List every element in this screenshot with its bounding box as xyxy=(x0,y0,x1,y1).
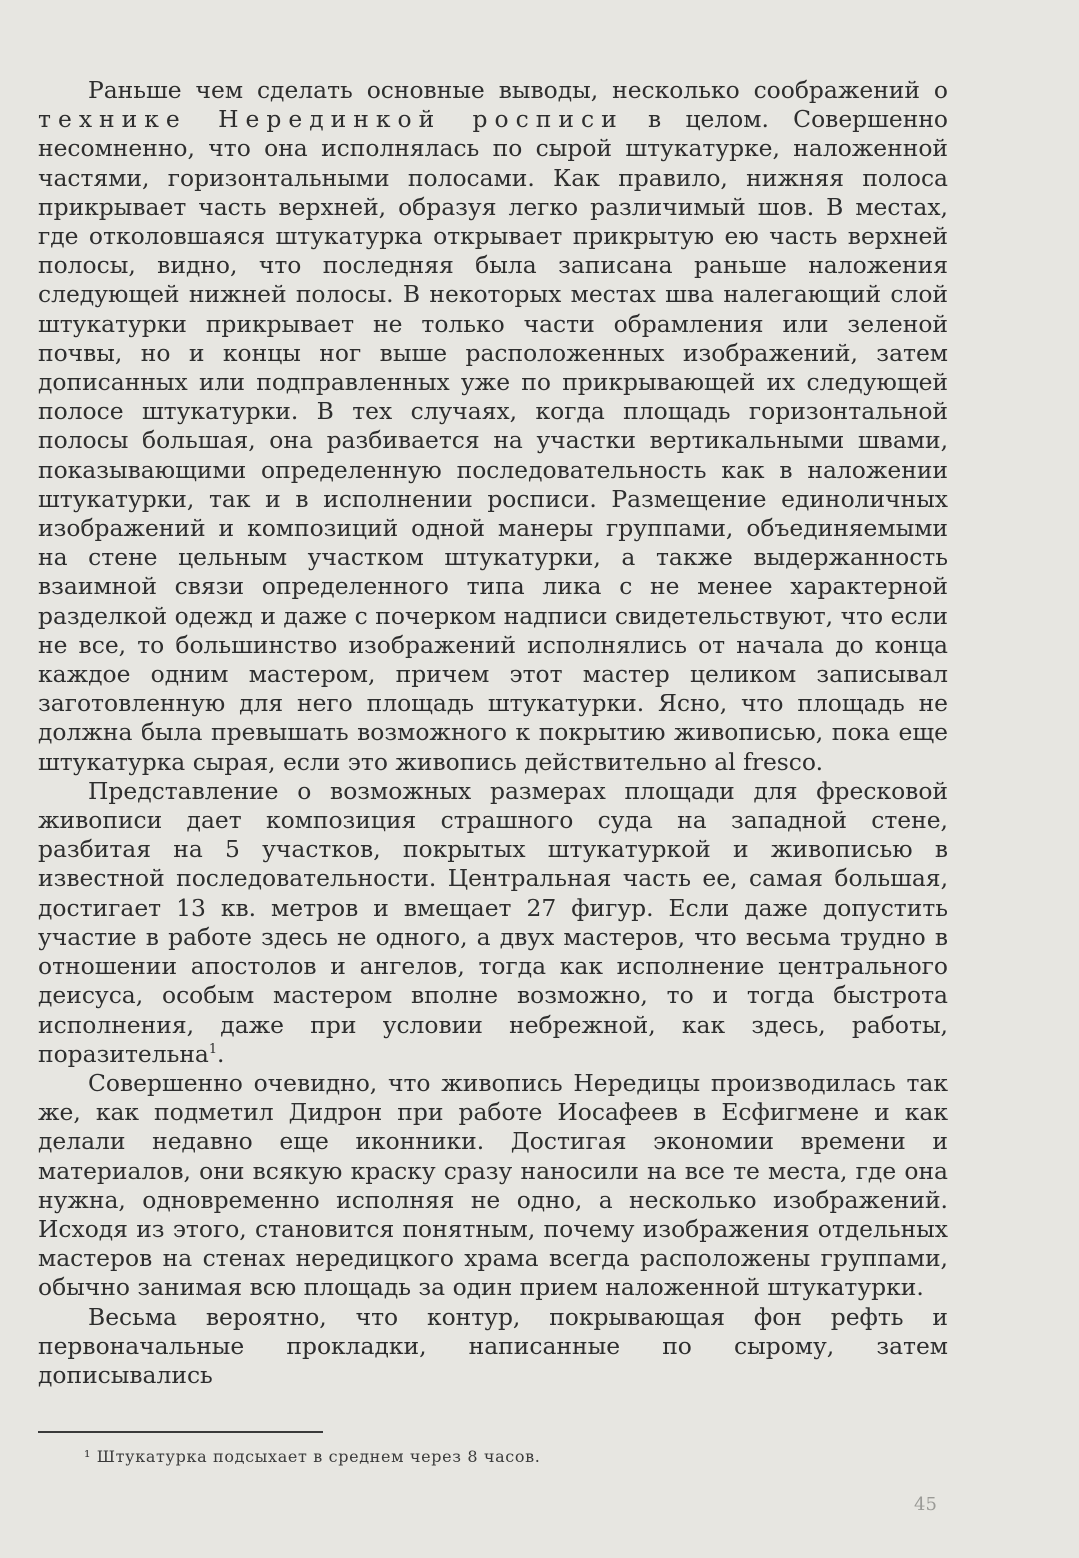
footnote-ref: 1 xyxy=(208,1041,218,1057)
page-number: 45 xyxy=(914,1494,937,1515)
spaced-emphasis: технике Нерединкой росписи xyxy=(38,105,624,134)
body-text xyxy=(38,76,948,1390)
paragraph-1: Раньше чем сделать основные выводы, несколько соображений о технике Нерединкой росписи в целом. Совершенно несомненно, что она исполнялась по сырой штукатурке, наложенной частями, горизонтальными полосами. Как правило, нижняя полоса прикрывает часть верхней, образуя легко различимый шов. В местах, где отколовшаяся штукатурка открывает прикрытую ею часть верхней полосы, видно, что последняя была записана раньше наложения следующей нижней полосы. В некоторых местах шва налегающий слой штукатурки прикрывает не только части обрамления или зеленой почвы, но и концы ног выше расположенных изображений, затем дописанных или подправленных уже по прикрывающей их следующей полосе штукатурки. В тех случаях, когда площадь горизонтальной полосы большая, она разбивается на участки вертикальными швами, показывающими определенную последовательность как в наложении штукатурки, так и в исполнении росписи. Размещение единоличных изображений и композиций одной манеры группами, объединяемыми на стене цельным участком штукатурки, а также выдержанность взаимной связи определенного типа лика с не менее характерной разделкой одежд и даже с почерком надписи свидетельствуют, что если не все, то большинство изображений исполнялись от начала до конца каждое одним мастером, причем этот мастер целиком записывал заготовленную для него площадь штукатурки. Ясно, что площадь не должна была превышать возможного к покрытию живописью, пока еще штукатурка сырая, если это живопись действительно al fresco. xyxy=(38,76,948,776)
paragraph-4: Весьма вероятно, что контур, покрывающая фон рефть и первоначальные прокладки, написанные по сырому, затем дописывались xyxy=(38,1302,948,1389)
footnote: ¹ Штукатурка подсыхает в среднем через 8 часов. xyxy=(84,1447,541,1466)
footnote-divider xyxy=(38,1431,323,1433)
paragraph-2: Представление о возможных размерах площади для фресковой живописи дает композиция страшного суда на западной стене, разбитая на 5 участков, покрытых штукатуркой и живописью в известной последовательности. Центральная часть ее, самая большая, достигает 13 кв. метров и вмещает 27 фигур. Если даже допустить участие в работе здесь не одного, а двух мастеров, что весьма трудно в отношении апостолов и ангелов, тогда как исполнение центрального деисуса, особым мастером вполне возможно, то и тогда быстрота исполнения, даже при условии небрежной, как здесь, работы, поразительна$^1$. xyxy=(38,776,948,1068)
paragraph-3: Совершенно очевидно, что живопись Нередицы производилась так же, как подметил Дидрон при работе Иосафеев в Есфигмене и как делали недавно еще иконники. Достигая экономии времени и материалов, они всякую краску сразу наносили на все те места, где она нужна, одновременно исполняя не одно, а несколько изображений. Исходя из этого, становится понятным, почему изображения отдельных мастеров на стенах нередицкого храма всегда расположены группами, обычно занимая всю площадь за один прием наложенной штукатурки. xyxy=(38,1068,948,1302)
